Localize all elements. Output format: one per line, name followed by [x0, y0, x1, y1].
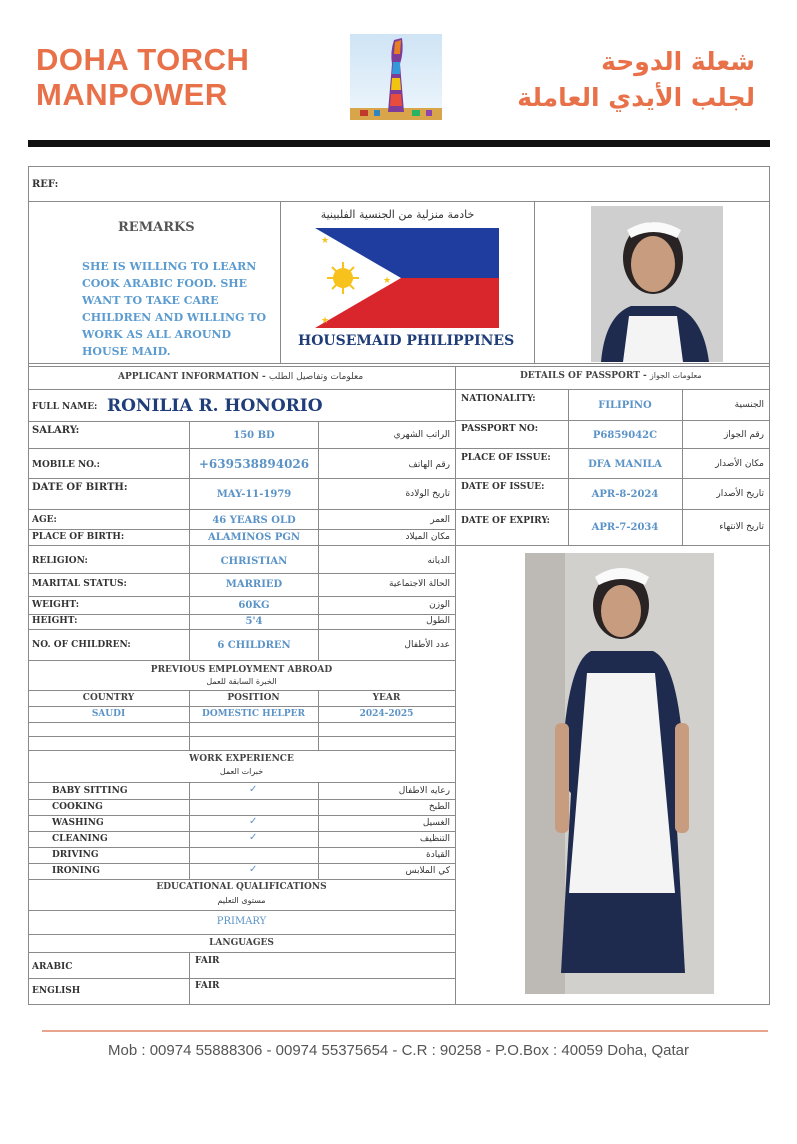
skill-washing-arabic: الغسيل	[422, 818, 450, 828]
skill-cleaning-check-icon: ✓	[249, 832, 258, 843]
mobile-arabic: رقم الهاتف	[408, 460, 450, 470]
mobile-label: MOBILE NO.:	[32, 460, 100, 470]
age-label: AGE:	[32, 515, 57, 525]
applicant-section-title-ar: معلومات وتفاصيل الطلب	[268, 372, 364, 382]
employment-year-value: 2024-2025	[359, 709, 414, 719]
footer-divider	[42, 1030, 768, 1032]
height-label: HEIGHT:	[32, 616, 78, 626]
salary-arabic: الراتب الشهري	[393, 430, 450, 440]
salary-label: SALARY:	[32, 425, 80, 436]
age-value: 46 YEARS OLD	[212, 515, 296, 526]
date-of-expiry-label: DATE OF EXPIRY:	[461, 516, 551, 526]
skill-cleaning-label: CLEANING	[52, 834, 108, 844]
weight-value: 60KG	[238, 600, 270, 611]
skill-baby-sitting-arabic: رعايه الاطفال	[398, 786, 450, 796]
full-name-value: RONILIA R. HONORIO	[107, 396, 323, 416]
skill-washing-label: WASHING	[52, 818, 104, 828]
company-name-ar-line1: شعلة الدوحة	[601, 47, 755, 76]
ref-label: REF:	[32, 179, 59, 190]
marital-status-value: MARRIED	[225, 579, 283, 590]
height-arabic: الطول	[426, 616, 450, 626]
skill-ironing-check-icon: ✓	[249, 864, 258, 875]
employment-title-en: PREVIOUS EMPLOYMENT ABROAD	[150, 665, 333, 675]
date-of-issue-label: DATE OF ISSUE:	[461, 482, 545, 492]
language-arabic-value: FAIR	[195, 956, 220, 966]
weight-arabic: الوزن	[429, 600, 450, 610]
children-label: NO. OF CHILDREN:	[32, 640, 131, 650]
language-english-value: FAIR	[195, 981, 220, 991]
place-of-issue-label: PLACE OF ISSUE:	[461, 453, 551, 463]
place-of-birth-label: PLACE OF BIRTH:	[32, 532, 125, 542]
date-of-expiry-arabic: تاريخ الانتهاء	[719, 522, 764, 532]
nationality-value: FILIPINO	[598, 400, 652, 411]
philippines-flag-icon	[315, 228, 499, 328]
skill-baby-sitting-check-icon: ✓	[249, 784, 258, 795]
company-name-line1: DOHA TORCH	[36, 42, 250, 77]
children-value: 6 CHILDREN	[217, 640, 291, 651]
position-title: HOUSEMAID PHILIPPINES	[298, 333, 515, 349]
header-divider	[28, 140, 770, 147]
religion-label: RELIGION:	[32, 556, 88, 566]
employment-position-value: DOMESTIC HELPER	[202, 709, 305, 719]
date-of-issue-arabic: تاريخ الأصدار	[716, 489, 764, 499]
company-name-arabic	[517, 44, 755, 116]
remarks-text: SHE IS WILLING TO LEARN COOK ARABIC FOOD. SHE WANT TO TAKE CARE CHILDREN AND WILLING TO WORK AS ALL AROUND HOUSE MAID.	[82, 260, 267, 358]
date-of-expiry-value: APR-7-2034	[591, 522, 659, 533]
salary-value: 150 BD	[233, 430, 275, 441]
religion-value: CHRISTIAN	[220, 556, 288, 567]
passport-section-title-ar: معلومات الجواز	[649, 371, 702, 380]
employment-title-ar: الخبرة السابقة للعمل	[206, 677, 277, 686]
svg-text:★: ★	[321, 236, 330, 246]
applicant-section-title	[118, 372, 363, 382]
work-experience-title-ar: خبرات العمل	[219, 767, 264, 776]
applicant-section-title-en: APPLICANT INFORMATION -	[118, 372, 266, 382]
age-arabic: العمر	[430, 515, 450, 525]
footer-contact: Mob : 00974 55888306 - 00974 55375654 - C.R : 90258 - P.O.Box : 40059 Doha, Qatar	[108, 1042, 689, 1059]
skill-driving-label: DRIVING	[52, 850, 99, 860]
dob-arabic: تاريخ الولادة	[405, 489, 450, 499]
place-of-issue-arabic: مكان الأصدار	[715, 459, 764, 469]
passport-section-title	[520, 371, 702, 381]
marital-status-arabic: الحالة الاجتماعية	[389, 579, 450, 589]
place-of-birth-arabic: مكان الميلاد	[405, 532, 450, 542]
language-arabic-label: ARABIC	[32, 962, 73, 972]
place-of-issue-value: DFA MANILA	[588, 459, 662, 470]
education-title-ar: مستوى التعليم	[217, 896, 266, 905]
passport-no-label: PASSPORT NO:	[461, 424, 539, 434]
passport-section-title-en: DETAILS OF PASSPORT -	[520, 371, 647, 381]
dob-label: DATE OF BIRTH:	[32, 482, 128, 493]
passport-no-arabic: رقم الجواز	[723, 430, 764, 440]
applicant-full-body-photo	[525, 553, 714, 994]
full-name-label: FULL NAME:	[32, 402, 98, 412]
skill-cooking-label: COOKING	[52, 802, 103, 812]
education-value: PRIMARY	[216, 916, 267, 927]
skill-cooking-arabic: الطبخ	[428, 802, 450, 812]
work-experience-title-en: WORK EXPERIENCE	[189, 754, 294, 764]
employment-header-country: COUNTRY	[82, 693, 135, 703]
remarks-title: REMARKS	[118, 220, 195, 235]
skill-baby-sitting-label: BABY SITTING	[52, 786, 128, 796]
children-arabic: عدد الأطفال	[404, 640, 450, 650]
employment-header-position: POSITION	[227, 693, 280, 703]
employment-header-year: YEAR	[372, 693, 401, 703]
weight-label: WEIGHT:	[32, 600, 80, 610]
religion-arabic: الديانه	[427, 556, 450, 566]
company-name-line2: MANPOWER	[36, 77, 228, 112]
nationality-label: NATIONALITY:	[461, 394, 536, 404]
svg-text:★: ★	[321, 316, 330, 326]
company-name-ar-line2: لجلب الأيدي العاملة	[517, 83, 755, 112]
nationality-arabic: الجنسية	[734, 400, 764, 410]
marital-status-label: MARITAL STATUS:	[32, 579, 127, 589]
date-of-issue-value: APR-8-2024	[591, 489, 659, 500]
height-value: 5'4	[245, 616, 263, 627]
education-title-en: EDUCATIONAL QUALIFICATIONS	[156, 882, 327, 892]
employment-country-value: SAUDI	[91, 709, 126, 719]
company-name-english	[36, 42, 249, 112]
svg-text:★: ★	[383, 276, 392, 286]
language-english-label: ENGLISH	[32, 986, 81, 996]
position-arabic: خادمة منزلية من الجنسية الفلبينية	[320, 208, 475, 221]
skill-ironing-arabic: كي الملابس	[405, 866, 450, 876]
dob-value: MAY-11-1979	[216, 489, 292, 500]
languages-title: LANGUAGES	[209, 938, 274, 948]
skill-washing-check-icon: ✓	[249, 816, 258, 827]
place-of-birth-value: ALAMINOS PGN	[207, 532, 301, 543]
applicant-portrait-photo	[591, 206, 723, 362]
torch-tower-icon	[350, 34, 442, 120]
skill-cleaning-arabic: التنظيف	[419, 834, 450, 844]
skill-ironing-label: IRONING	[52, 866, 100, 876]
skill-driving-arabic: القيادة	[426, 850, 450, 860]
passport-no-value: P6859042C	[592, 430, 658, 441]
mobile-value: +639538894026	[198, 457, 310, 471]
